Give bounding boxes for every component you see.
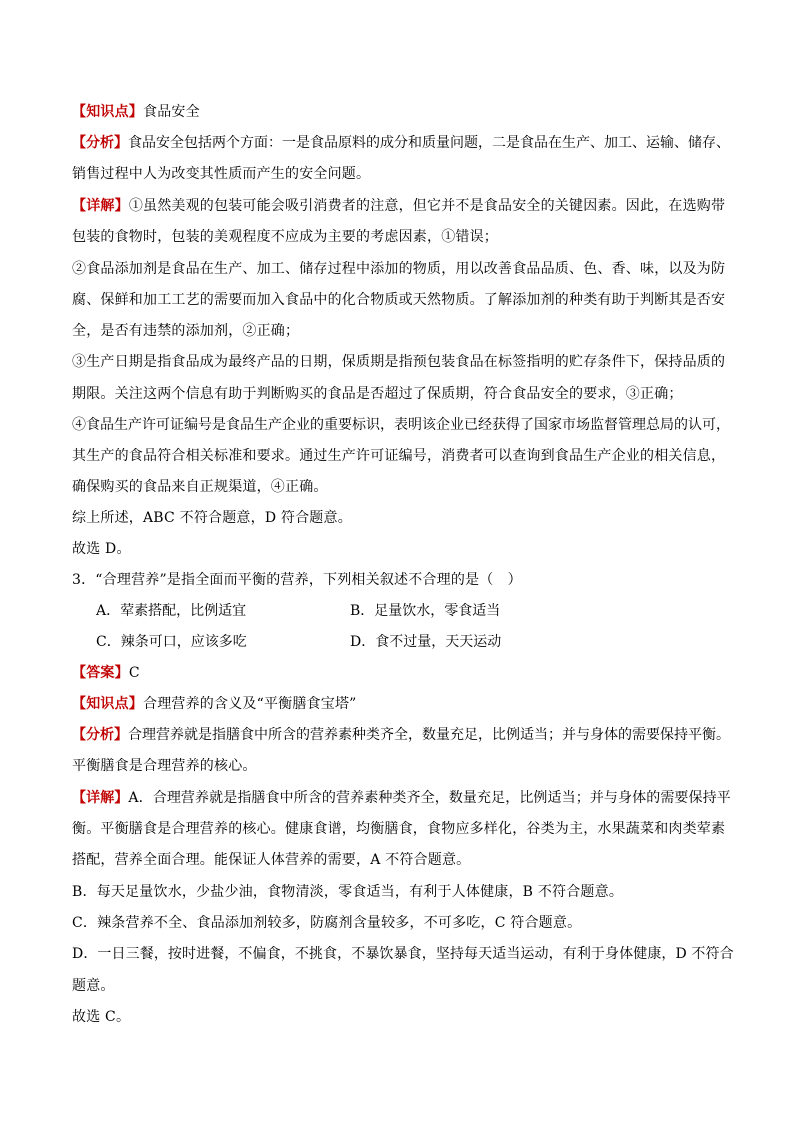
detail-line-1 (72, 196, 732, 216)
detail-line-3: ②食品添加剂是食品在生产、加工、储存过程中添加的物质，用以改善食品品质、色、香、味，以及为防 (72, 261, 726, 277)
detail-q3-line-1 (72, 788, 732, 808)
detail-text-q3: A．合理营养就是指膳食中所含的营养素种类齐全，数量充足，比例适当；并与身体的需要保持平 (128, 790, 731, 806)
detail-q3-line-c: C．辣条营养不全、食品添加剂较多，防腐剂含量较多，不可多吃，C 符合题意。 (72, 915, 582, 931)
detail-line-2: 包装的食物时，包装的美观程度不应成为主要的考虑因素，①错误； (72, 229, 498, 245)
detail-q3-line-2: 衡。平衡膳食是合理营养的核心。健康食谱，均衡膳食，食物应多样化，谷类为主，水果蔬菜和肉类荤素 (72, 821, 726, 837)
analysis-text: 食品安全包括两个方面：一是食品原料的成分和质量问题，二是食品在生产、加工、运输、储存、 (128, 135, 730, 151)
detail-q3-line-3: 搭配，营养全面合理。能保证人体营养的需要，A 不符合题意。 (72, 852, 471, 868)
choice-line: 故选 D。 (72, 541, 131, 557)
answer-tag: 【答案】 (72, 665, 129, 681)
question-stem: 3．“合理营养”是指全面而平衡的营养，下列相关叙述不合理的是（ ） (72, 572, 522, 588)
analysis-text-q3: 合理营养就是指膳食中所含的营养素种类齐全，数量充足，比例适当；并与身体的需要保持平衡。 (128, 727, 730, 743)
knowledge-point-q3 (72, 694, 732, 714)
analysis-line-2: 销售过程中人为改变其性质而产生的安全问题。 (72, 166, 371, 182)
option-c: C．辣条可口，应该多吃 (96, 634, 247, 650)
detail-line-5: 全，是否有违禁的添加剂，②正确； (72, 323, 300, 339)
option-a: A．荤素搭配，比例适宜 (96, 603, 247, 619)
knowledge-tag-q3: 【知识点】 (72, 696, 143, 712)
knowledge-text-q3: 合理营养的含义及“平衡膳食宝塔” (143, 696, 357, 712)
analysis-tag-q3: 【分析】 (72, 727, 128, 743)
detail-q3-line-d2: 题意。 (72, 978, 115, 994)
detail-q3-line-d1: D．一日三餐，按时进餐，不偏食，不挑食，不暴饮暴食，坚持每天适当运动，有利于身体健康，D 不符合 (72, 946, 734, 962)
knowledge-tag: 【知识点】 (72, 104, 143, 120)
detail-q3-line-b: B．每天足量饮水，少盐少油，食物清淡，零食适当，有利于人体健康，B 不符合题意。 (72, 884, 624, 900)
detail-tag-q3: 【详解】 (72, 790, 129, 806)
answer-line (72, 663, 732, 683)
knowledge-text: 食品安全 (143, 104, 200, 120)
choice-q3-line: 故选 C。 (72, 1009, 131, 1025)
analysis-line-1 (72, 133, 732, 153)
detail-line-7: 期限。关注这两个信息有助于判断购买的食品是否超过了保质期，符合食品安全的要求，③正确； (72, 386, 683, 402)
analysis-q3-line-1 (72, 725, 732, 745)
detail-tag: 【详解】 (72, 198, 129, 214)
detail-line-6: ③生产日期是指食品成为最终产品的日期，保质期是指预包装食品在标签指明的贮存条件下，保持品质的 (72, 354, 726, 370)
detail-line-9: 其生产的食品符合相关标准和要求。通过生产许可证编号，消费者可以查询到食品生产企业的相关信息， (72, 448, 726, 464)
summary-line: 综上所述，ABC 不符合题意，D 符合题意。 (72, 510, 352, 526)
option-b: B．足量饮水，零食适当 (350, 603, 501, 619)
detail-line-10: 确保购买的食品来自正规渠道，④正确。 (72, 479, 328, 495)
analysis-tag: 【分析】 (72, 135, 128, 151)
detail-line-4: 腐、保鲜和加工工艺的需要而加入食品中的化合物质或天然物质。了解添加剂的种类有助于判断其是否安 (72, 292, 726, 308)
option-d: D．食不过量，天天运动 (350, 634, 502, 650)
detail-text: ①虽然美观的包装可能会吸引消费者的注意，但它并不是食品安全的关键因素。因此，在选购带 (128, 198, 726, 214)
analysis-q3-line-2: 平衡膳食是合理营养的核心。 (72, 758, 257, 774)
detail-line-8: ④食品生产许可证编号是食品生产企业的重要标识，表明该企业已经获得了国家市场监督管理总局的认可， (72, 417, 730, 433)
answer-text: C (128, 665, 140, 681)
knowledge-point (72, 102, 732, 122)
